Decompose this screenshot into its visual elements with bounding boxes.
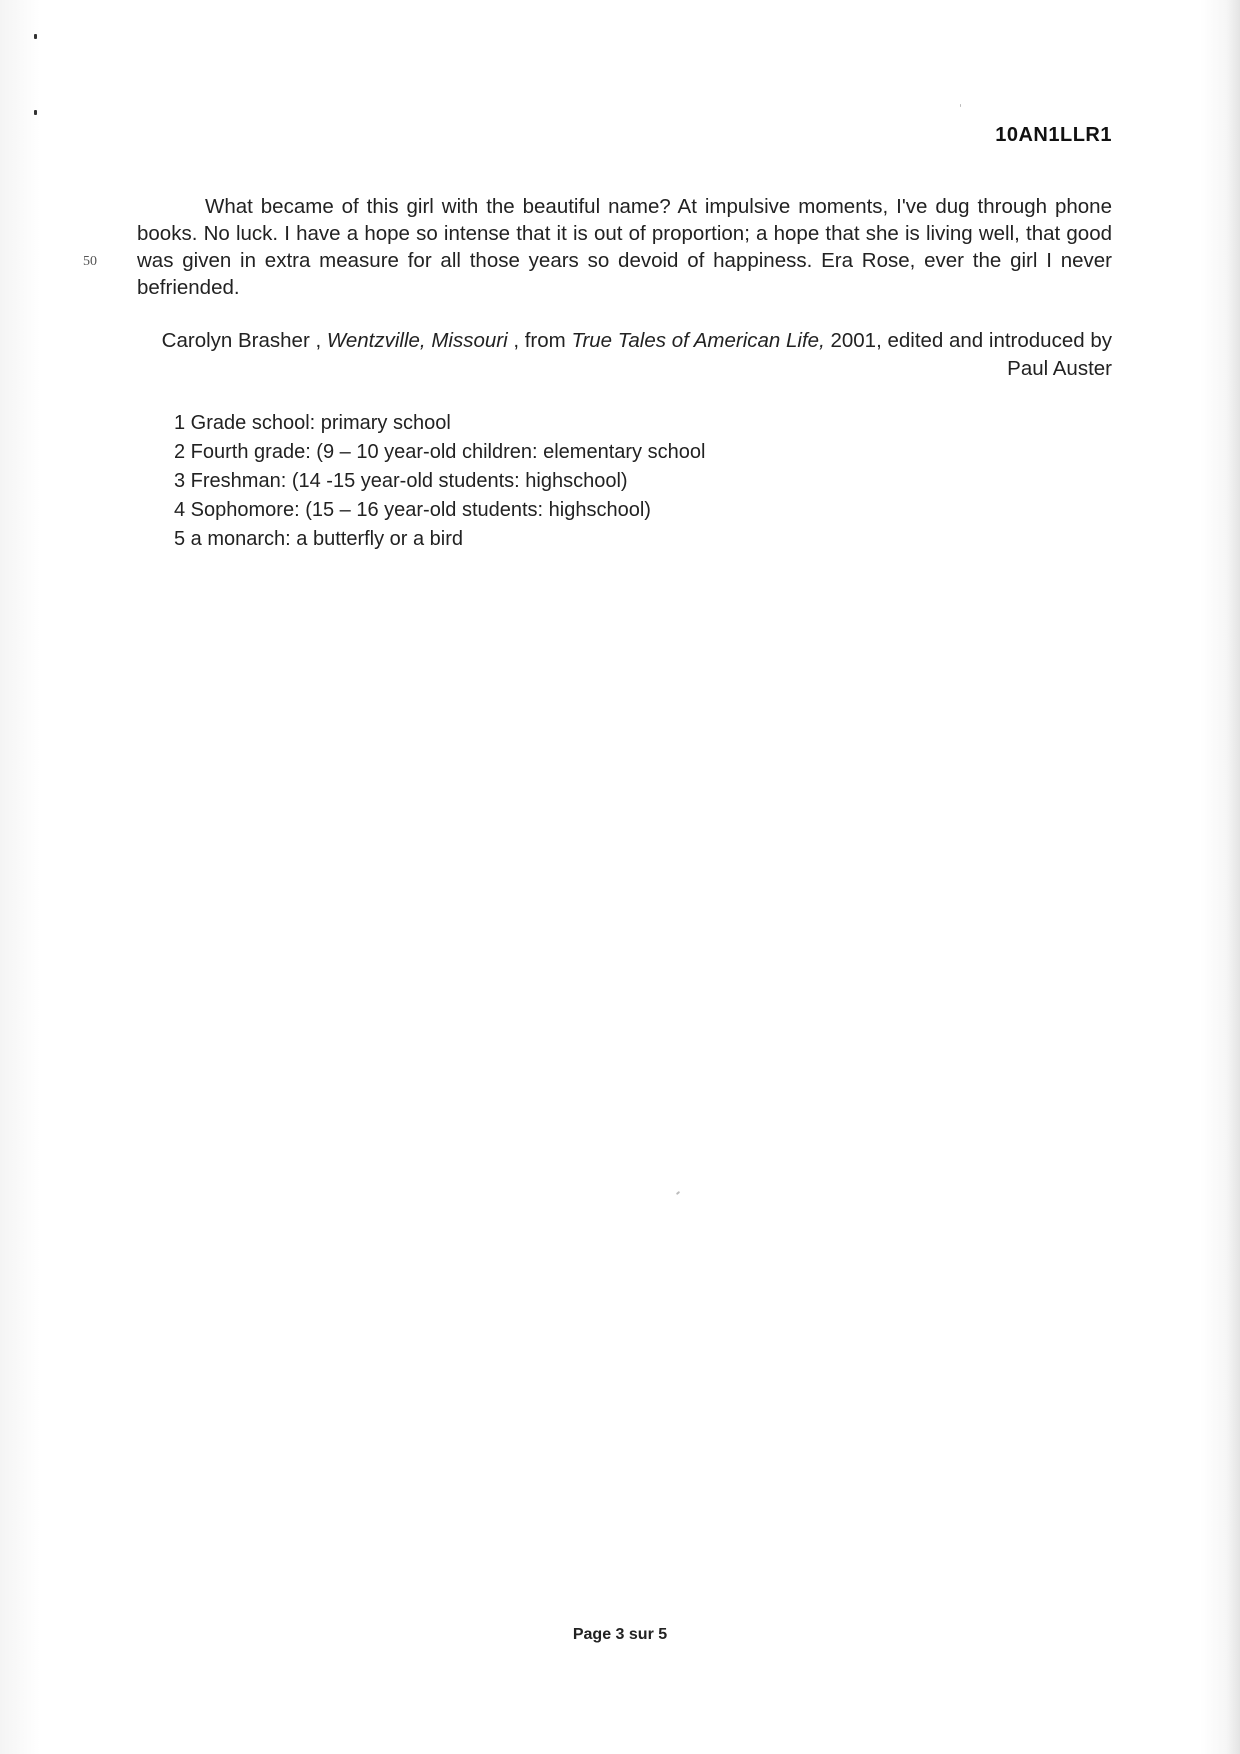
page-number: Page 3 sur 5	[572, 1626, 668, 1643]
citation-rest: 2001, edited and introduced by Paul Auster	[824, 329, 1112, 380]
source-citation	[137, 327, 1112, 383]
citation-separator: ,	[309, 329, 327, 352]
binder-hole-mark	[34, 110, 37, 115]
footnote-item: 1 Grade school: primary school	[174, 412, 451, 434]
footnote-item: 5 a monarch: a butterfly or a bird	[174, 528, 464, 550]
scan-speck	[960, 104, 961, 107]
citation-author: Carolyn Brasher	[161, 329, 310, 352]
binder-hole-mark	[34, 34, 37, 39]
citation-from: , from	[507, 329, 572, 352]
passage-paragraph: What became of this girl with the beautiful name? At impulsive moments, I've dug through phone books. No luck. I have a hope so intense that it is out of proportion; a hope that she is living well, that good was given in extra measure for all those years so devoid of happiness. Era Rose, ever the girl I never befriended.	[137, 195, 1112, 299]
footnotes-list	[174, 409, 705, 554]
scan-speck	[676, 1191, 680, 1195]
footnote-item: 3 Freshman: (14 -15 year-old students: highschool)	[174, 470, 628, 492]
document-code: 10AN1LLR1	[995, 124, 1112, 146]
line-number: 50	[83, 254, 97, 269]
citation-book-title: True Tales of American Life,	[571, 329, 825, 352]
citation-place: Wentzville, Missouri	[326, 329, 508, 352]
footnote-item: 2 Fourth grade: (9 – 10 year-old children: elementary school	[174, 441, 706, 463]
footnote-item: 4 Sophomore: (15 – 16 year-old students: highschool)	[174, 499, 651, 521]
scan-shadow	[1226, 0, 1240, 1754]
